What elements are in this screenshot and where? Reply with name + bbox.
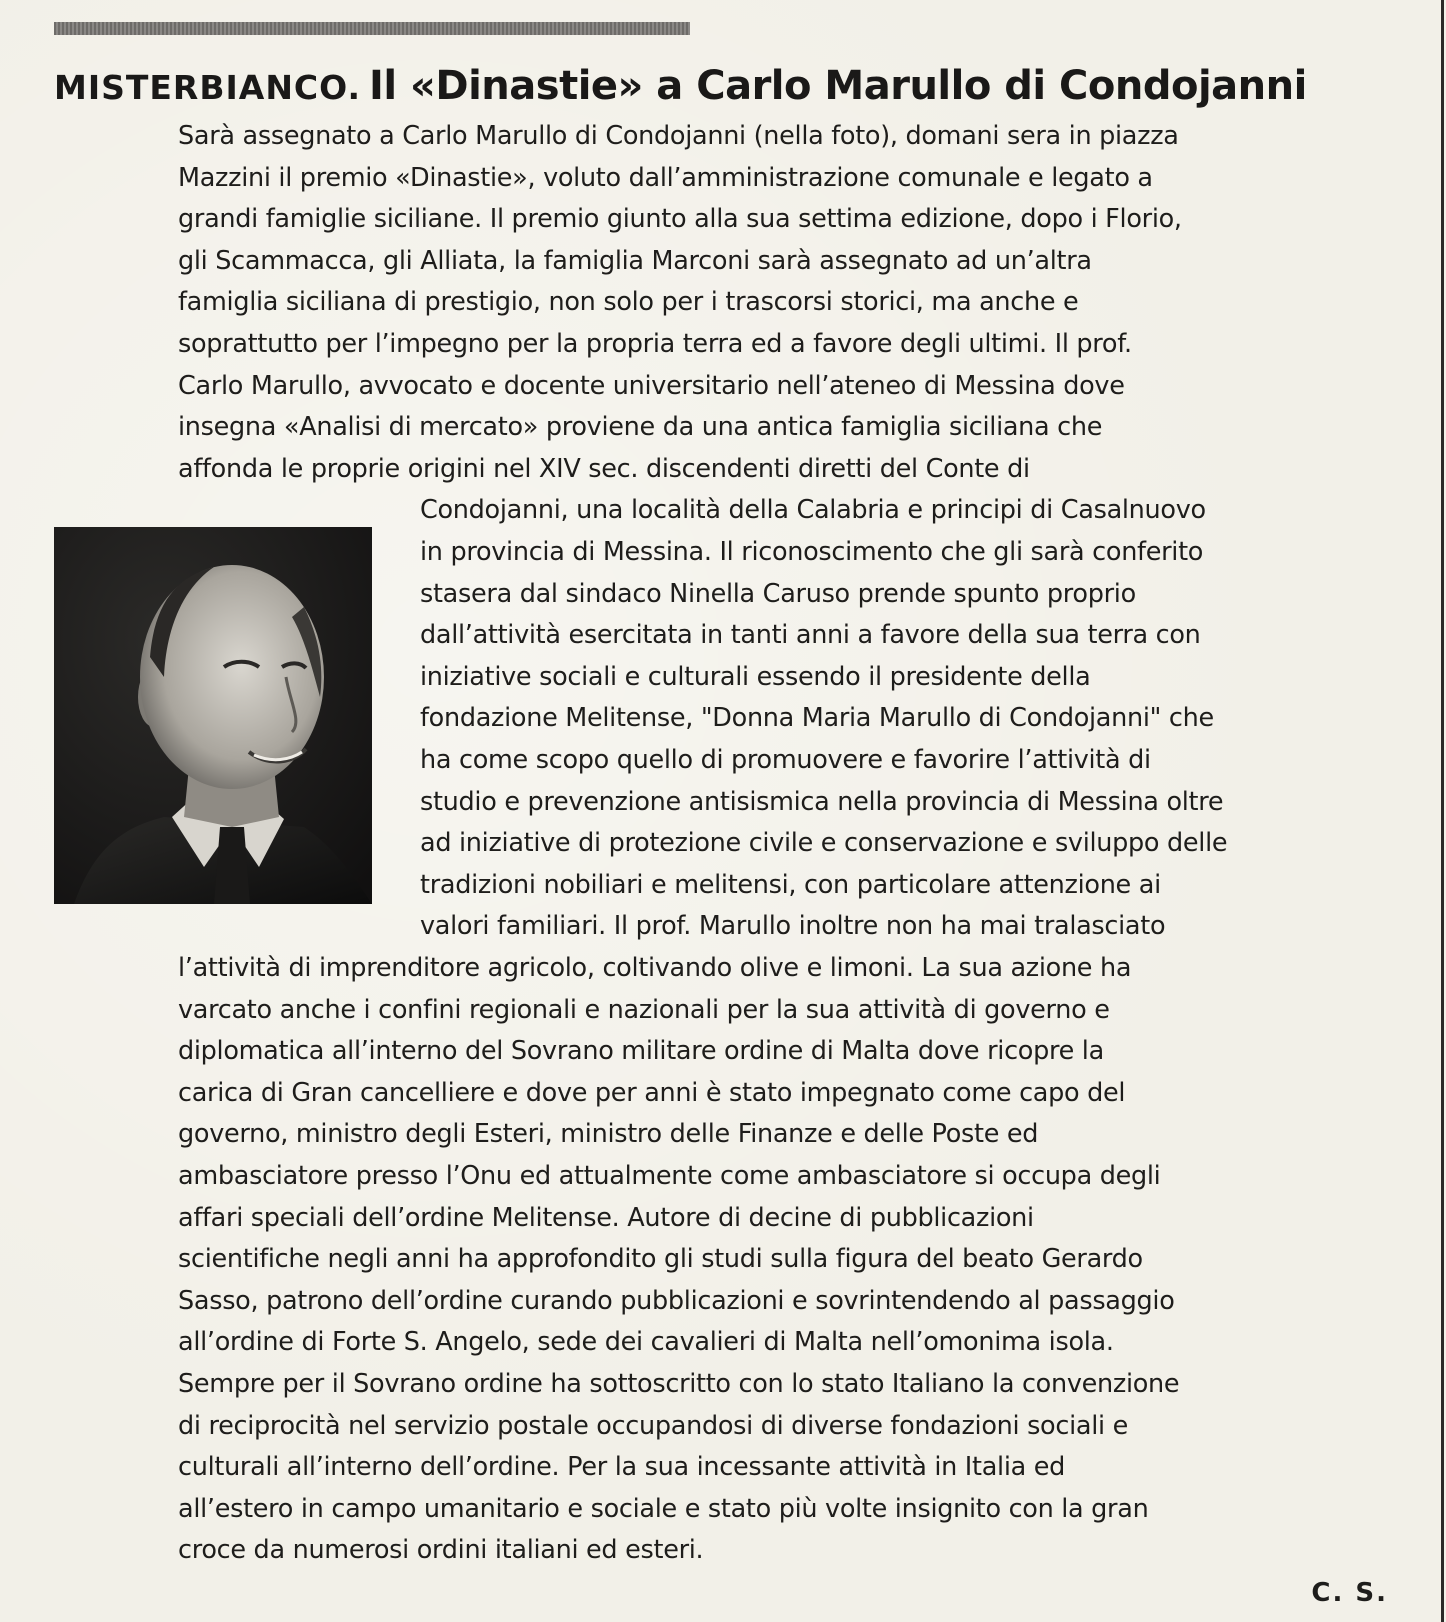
right-border [1441, 0, 1444, 1622]
article-line: ad iniziative di protezione civile e conservazione e sviluppo delle [420, 828, 1228, 859]
article-line: Mazzini il premio «Dinastie», voluto dall’amministrazione comunale e legato a [178, 162, 1153, 193]
article-line: Sasso, patrono dell’ordine curando pubblicazioni e sovrintendendo al passaggio [178, 1285, 1175, 1316]
article-line: all’estero in campo umanitario e sociale e stato più volte insignito con la gran [178, 1493, 1149, 1524]
article-line: ha come scopo quello di promuovere e favorire l’attività di [420, 745, 1151, 775]
headline-title: Il «Dinastie» a Carlo Marullo di Condojanni [369, 63, 1307, 109]
article-line: stasera dal sindaco Ninella Caruso prende spunto proprio [420, 578, 1136, 609]
article-line: insegna «Analisi di mercato» proviene da una antica famiglia siciliana che [178, 412, 1103, 443]
article-line: valori familiari. Il prof. Marullo inoltre non ha mai tralasciato [420, 911, 1166, 942]
portrait-photo [54, 527, 372, 904]
article-line: studio e prevenzione antisismica nella provincia di Messina oltre [420, 786, 1224, 817]
article-line: grandi famiglie siciliane. Il premio giunto alla sua settima edizione, dopo i Florio, [178, 204, 1182, 235]
article-line: affonda le proprie origini nel XIV sec. discendenti diretti del Conte di [178, 453, 1030, 484]
article-line: Condojanni, una località della Calabria e principi di Casalnuovo [420, 495, 1206, 526]
article-line: governo, ministro degli Esteri, ministro delle Finanze e delle Poste ed [178, 1119, 1039, 1150]
article-line: l’attività di imprenditore agricolo, coltivando olive e limoni. La sua azione ha [178, 953, 1132, 983]
article-line: famiglia siciliana di prestigio, non solo per i trascorsi storici, ma anche e [178, 287, 1079, 318]
article-line: scientifiche negli anni ha approfondito gli studi sulla figura del beato Gerardo [178, 1244, 1143, 1275]
article-line: ambasciatore presso l’Onu ed attualmente come ambasciatore si occupa degli [178, 1161, 1161, 1191]
top-rule [54, 22, 690, 35]
article-line: in provincia di Messina. Il riconoscimento che gli sarà conferito [420, 537, 1204, 567]
article-line: varcato anche i confini regionali e nazionali per la sua attività di governo e [178, 994, 1110, 1025]
article-line: affari speciali dell’ordine Melitense. Autore di decine di pubblicazioni [178, 1202, 1034, 1233]
headline-kicker: MISTERBIANCO. [54, 68, 362, 107]
portrait-illustration [54, 527, 372, 904]
article-line: diplomatica all’interno del Sovrano militare ordine di Malta dove ricopre la [178, 1036, 1104, 1067]
article-line: croce da numerosi ordini italiani ed esteri. [178, 1535, 704, 1566]
article-line: soprattutto per l’impegno per la propria terra ed a favore degli ultimi. Il prof. [178, 329, 1132, 359]
author-signature: C. S. [1311, 1578, 1388, 1608]
article-line: carica di Gran cancelliere e dove per anni è stato impegnato come capo del [178, 1077, 1126, 1108]
article-line: tradizioni nobiliari e melitensi, con particolare attenzione ai [420, 869, 1161, 900]
article-line: all’ordine di Forte S. Angelo, sede dei cavalieri di Malta nell’omonima isola. [178, 1327, 1114, 1358]
article-line: dall’attività esercitata in tanti anni a favore della sua terra con [420, 620, 1201, 651]
article-line: culturali all’interno dell’ordine. Per la sua incessante attività in Italia ed [178, 1452, 1066, 1483]
headline [54, 60, 1394, 114]
article-line: Sempre per il Sovrano ordine ha sottoscritto con lo stato Italiano la convenzione [178, 1369, 1180, 1399]
article-line: Sarà assegnato a Carlo Marullo di Condojanni (nella foto), domani sera in piazza [178, 121, 1179, 151]
article-line: fondazione Melitense, "Donna Maria Marullo di Condojanni" che [420, 703, 1214, 734]
article-line: gli Scammacca, gli Alliata, la famiglia Marconi sarà assegnato ad un’altra [178, 245, 1092, 276]
article-line: di reciprocità nel servizio postale occupandosi di diverse fondazioni sociali e [178, 1410, 1128, 1441]
article-line: Carlo Marullo, avvocato e docente universitario nell’ateneo di Messina dove [178, 370, 1125, 401]
article-line: iniziative sociali e culturali essendo il presidente della [420, 661, 1091, 692]
